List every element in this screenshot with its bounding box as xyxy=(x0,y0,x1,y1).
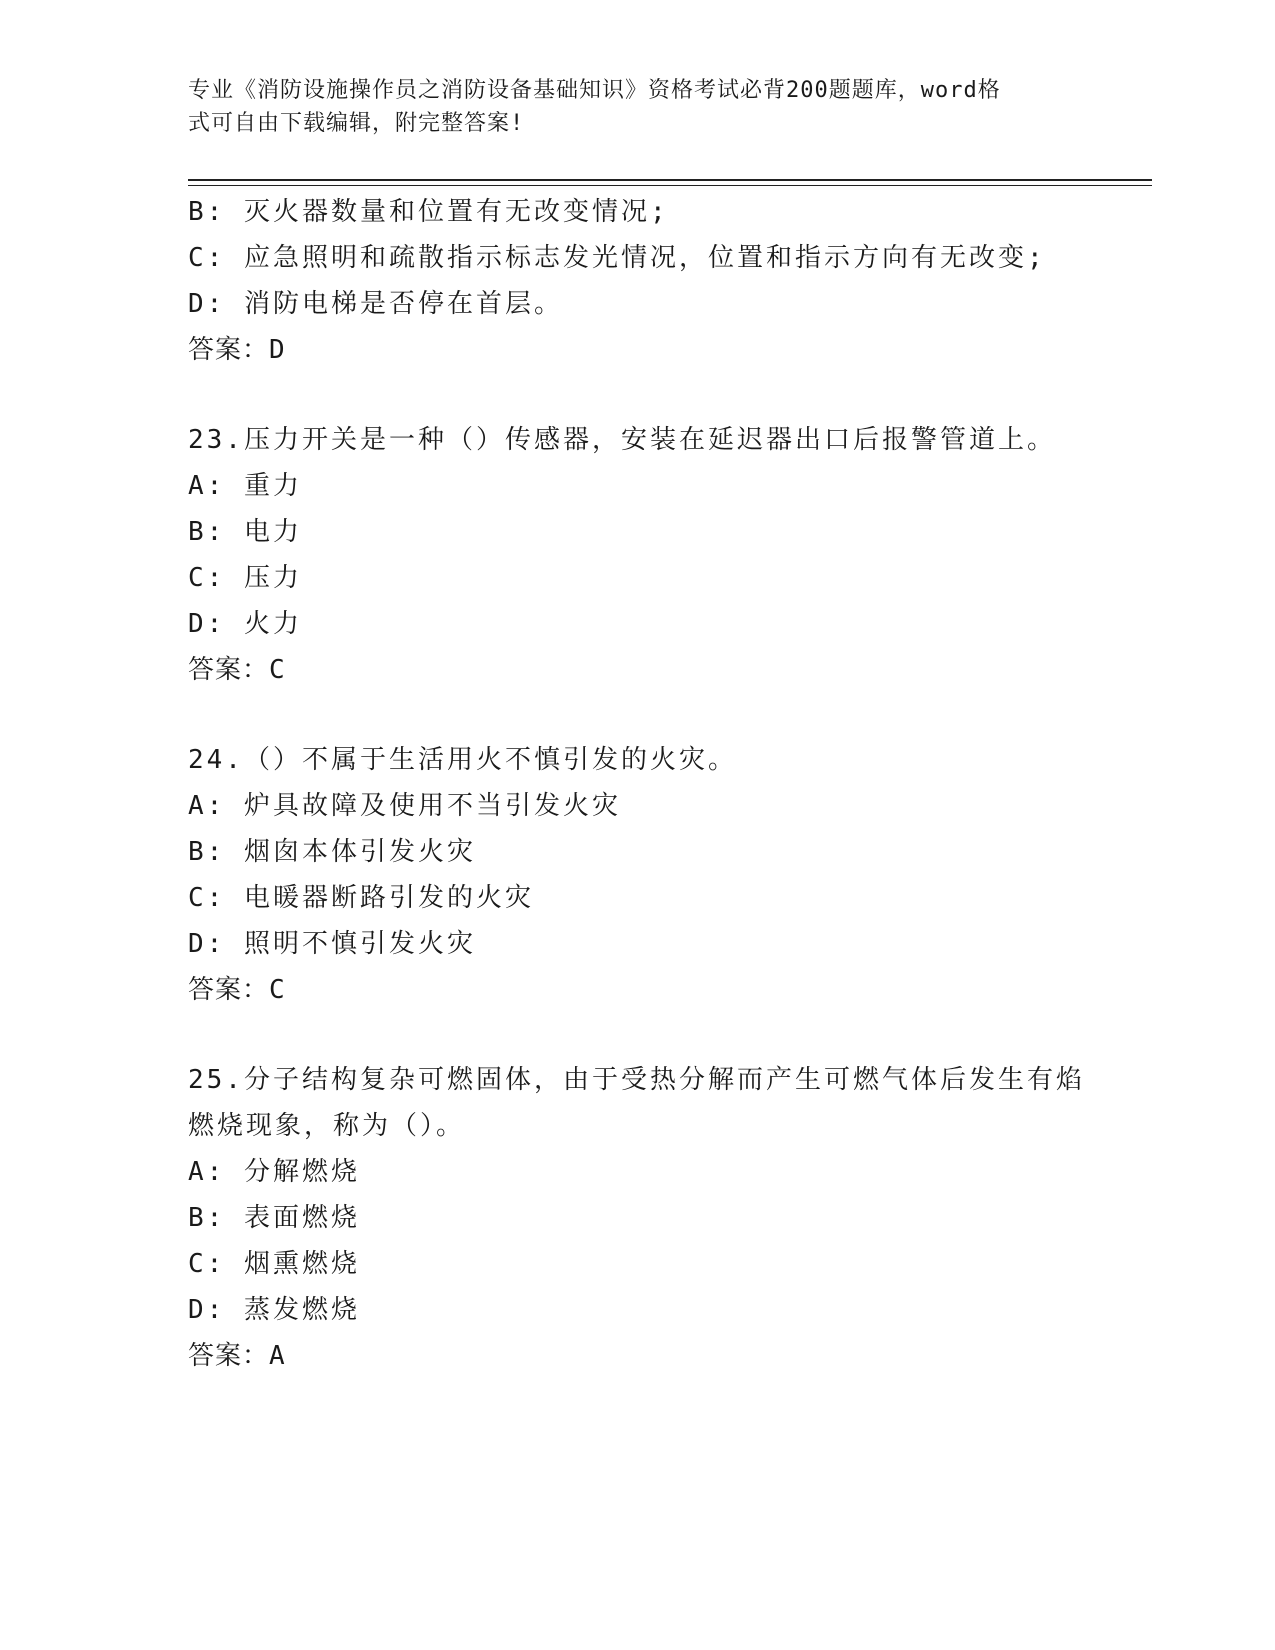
option-a: A: 炉具故障及使用不当引发火灾 xyxy=(188,791,621,821)
option-d: D: 照明不慎引发火灾 xyxy=(188,929,476,959)
answer-line: 答案：C xyxy=(188,655,286,685)
header-line-1: 专业《消防设施操作员之消防设备基础知识》资格考试必背200题题库，word格 xyxy=(188,78,1001,103)
option-a: A: 分解燃烧 xyxy=(188,1157,360,1187)
document-header xyxy=(188,74,1068,140)
question-stem-continued: 燃烧现象，称为（）。 xyxy=(188,1111,466,1141)
answer-line: 答案：A xyxy=(188,1341,286,1371)
option-a: A: 重力 xyxy=(188,471,302,501)
answer-line: 答案：C xyxy=(188,975,286,1005)
option-d: D: 消防电梯是否停在首层。 xyxy=(188,289,563,319)
option-b: B: 灭火器数量和位置有无改变情况; xyxy=(188,197,669,227)
option-d: D: 蒸发燃烧 xyxy=(188,1295,360,1325)
question-stem: 23.压力开关是一种（）传感器，安装在延迟器出口后报警管道上。 xyxy=(188,425,1056,455)
option-b: B: 烟囱本体引发火灾 xyxy=(188,837,476,867)
option-b: B: 表面燃烧 xyxy=(188,1203,360,1233)
option-c: C: 电暖器断路引发的火灾 xyxy=(188,883,534,913)
question-24 xyxy=(188,737,1088,1013)
question-stem: 25.分子结构复杂可燃固体，由于受热分解而产生可燃气体后发生有焰 xyxy=(188,1065,1085,1095)
question-22-continued xyxy=(188,189,1088,373)
question-stem: 24.（）不属于生活用火不慎引发的火灾。 xyxy=(188,745,737,775)
answer-line: 答案：D xyxy=(188,335,286,365)
option-c: C: 应急照明和疏散指示标志发光情况，位置和指示方向有无改变; xyxy=(188,243,1046,273)
option-b: B: 电力 xyxy=(188,517,302,547)
spacer xyxy=(188,1013,1088,1057)
option-c: C: 压力 xyxy=(188,563,302,593)
option-c: C: 烟熏燃烧 xyxy=(188,1249,360,1279)
header-line-2: 式可自由下载编辑，附完整答案! xyxy=(188,111,525,136)
header-rule-thick xyxy=(188,179,1152,181)
spacer xyxy=(188,693,1088,737)
question-23 xyxy=(188,417,1088,693)
document-body xyxy=(188,189,1088,1379)
option-d: D: 火力 xyxy=(188,609,302,639)
question-25 xyxy=(188,1057,1088,1379)
header-rule-thin xyxy=(188,185,1152,186)
spacer xyxy=(188,373,1088,417)
